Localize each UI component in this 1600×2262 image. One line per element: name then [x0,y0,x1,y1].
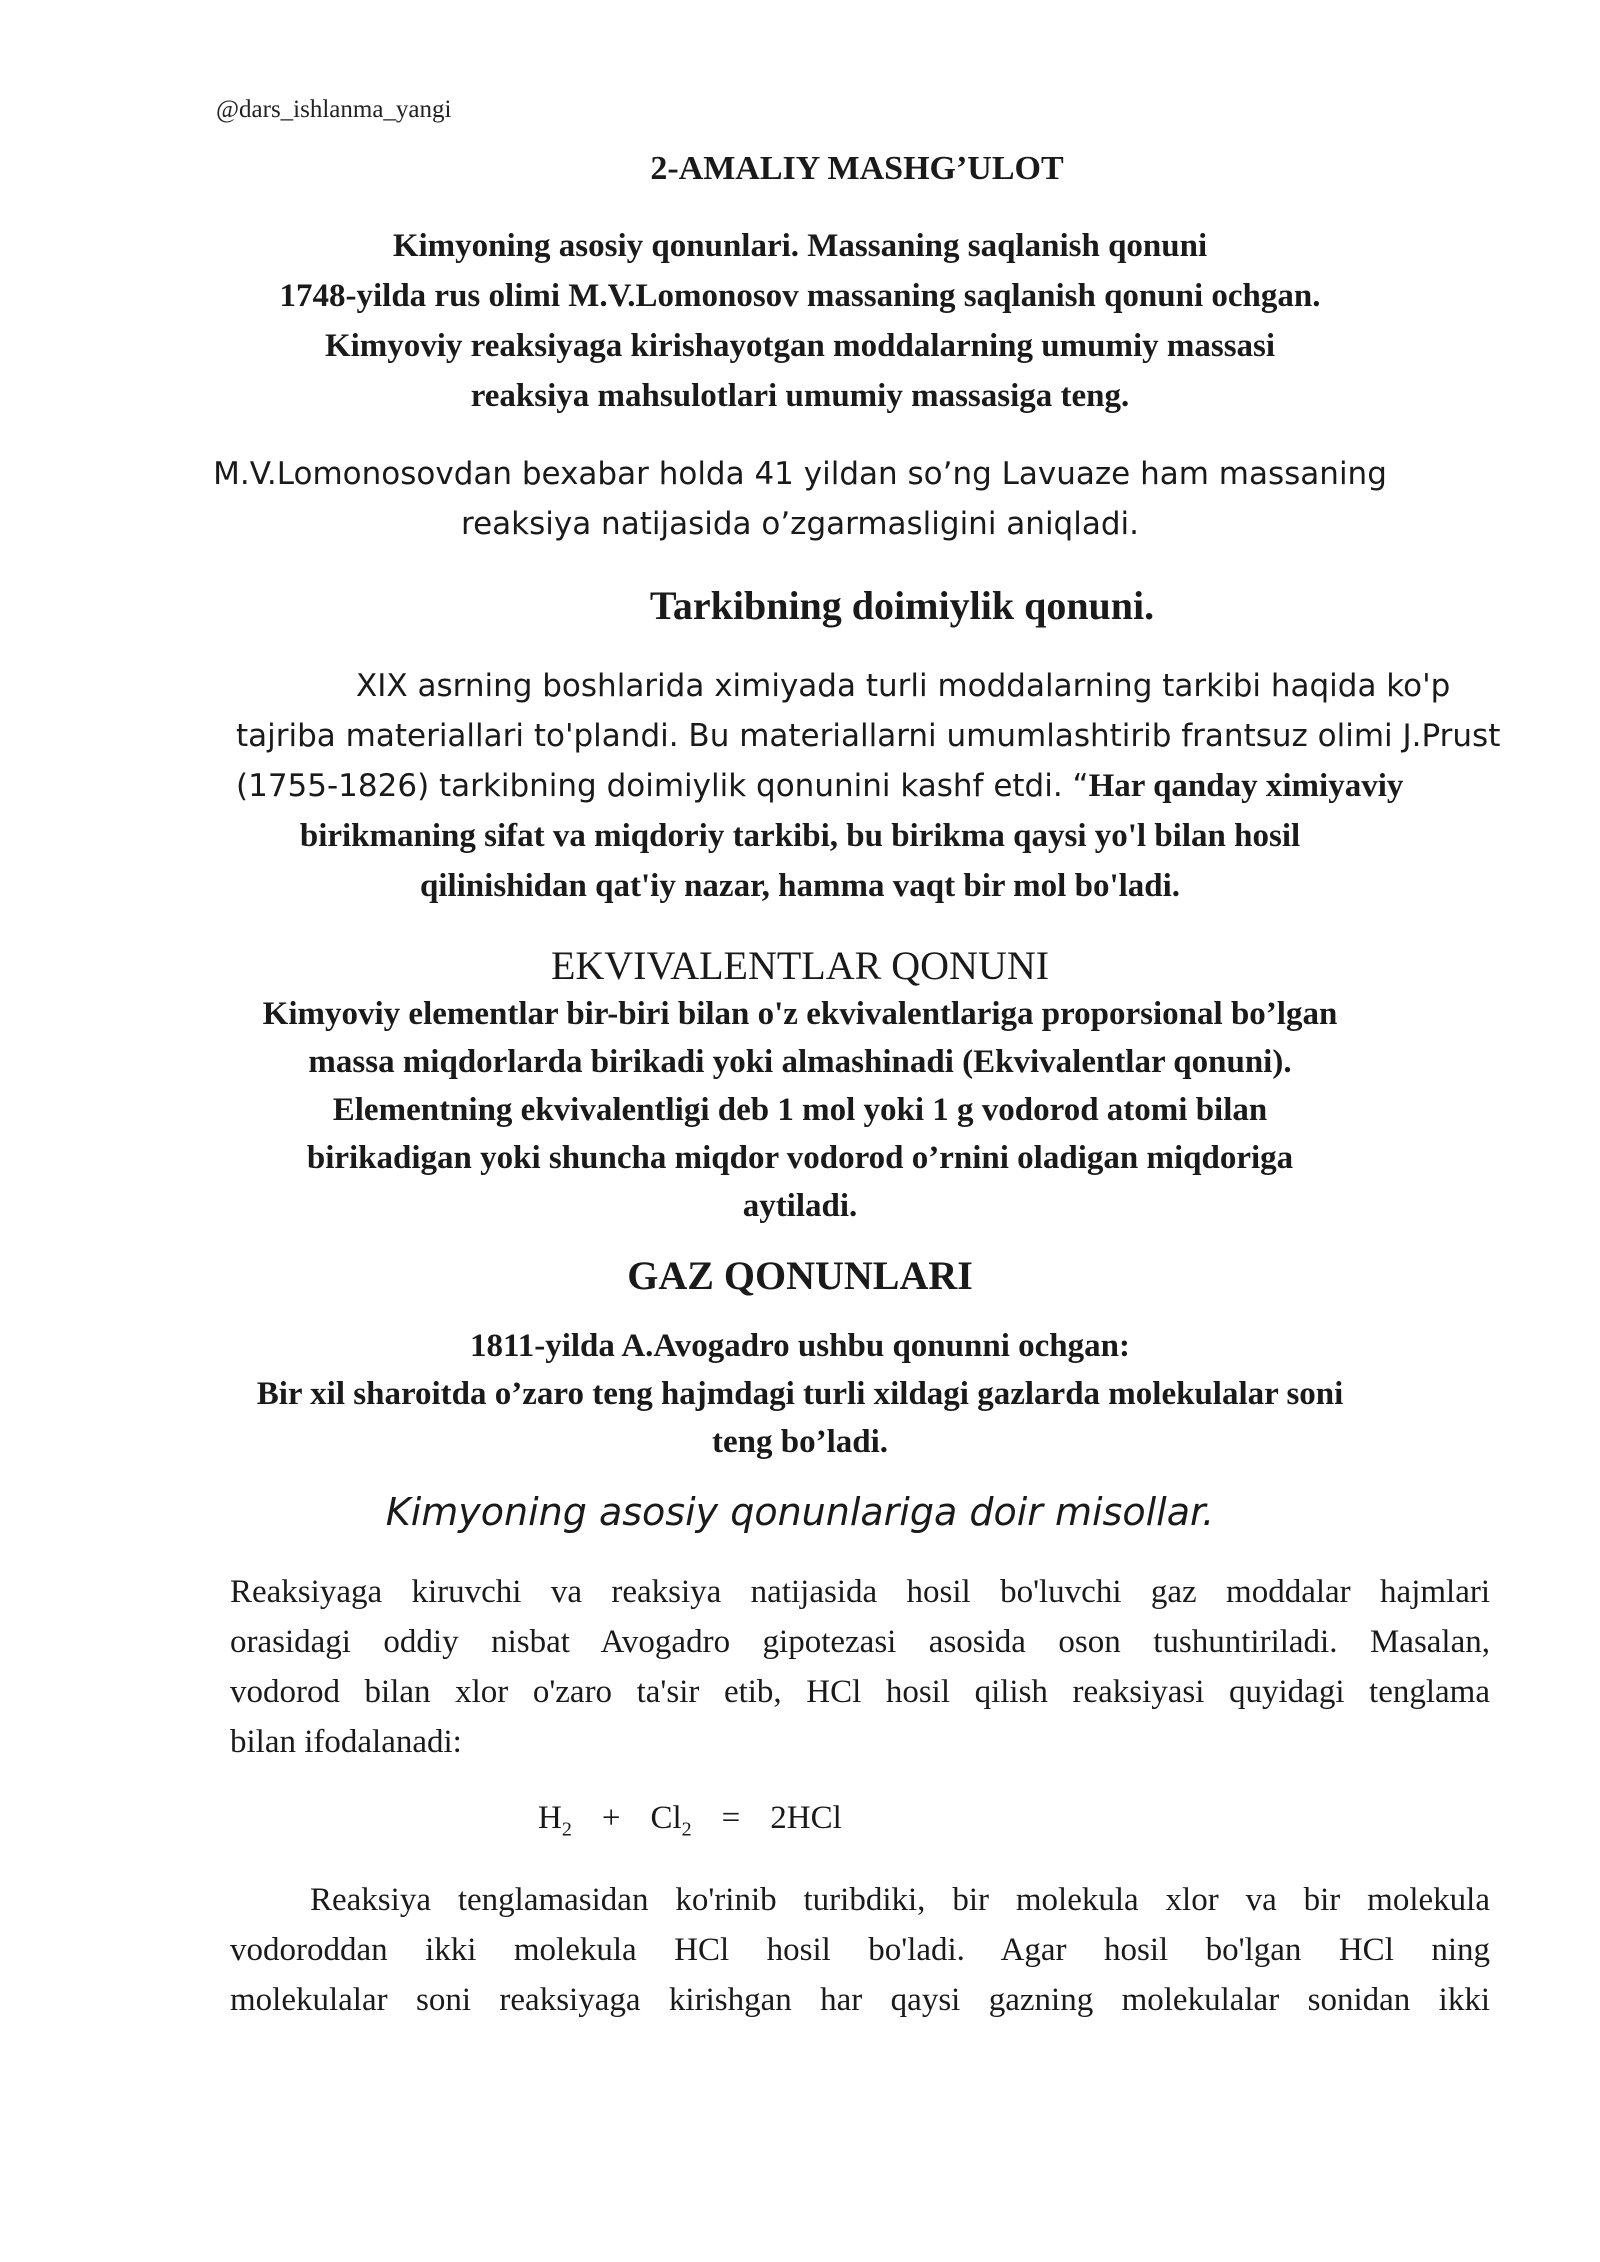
section2-heading: Tarkibning doimiylik qonuni. [649,583,1155,628]
section5-para2-line: molekulalar soni reaksiyaga kirishgan har qaysi gazning molekulalar sonidan ikki [230,1982,1490,2018]
section3-line: birikadigan yoki shuncha miqdor vodorod o’rnini oladigan miqdoriga [306,1140,1294,1176]
section5-para1-line: bilan ifodalanadi: [230,1724,462,1760]
section5-heading: Kimyoning asosiy qonunlariga doir misollar. [385,1490,1215,1534]
section5-para1-line: Reaksiyaga kiruvchi va reaksiya natijasida hosil bo'luvchi gaz moddalar hajmlari [230,1574,1490,1610]
section5-para1-line: vodorod bilan xlor o'zaro ta'sir etib, HCl hosil qilish reaksiyasi quyidagi tenglama [230,1674,1490,1710]
chemical-equation: $H_2 + Cl_2 = 2HCl$ [538,1800,842,1841]
section5-para2-line: Reaksiya tenglamasidan ko'rinib turibdiki, bir molekula xlor va bir molekula [310,1882,1490,1918]
section4-line: teng bo’ladi. [711,1424,889,1460]
section1-line: 1748-yilda rus olimi M.V.Lomonosov massaning saqlanish qonuni ochgan. [279,278,1321,314]
section4-line: 1811-yilda A.Avogadro ushbu qonunni ochgan: [470,1328,1130,1364]
section4-heading: GAZ QONUNLARI [627,1253,973,1298]
section1-heading: Kimyoning asosiy qonunlari. Massaning saqlanish qonuni [392,228,1208,264]
section1-line: reaksiya mahsulotlari umumiy massasiga teng. [470,378,1130,414]
section1-note-line: M.V.Lomonosovdan bexabar holda 41 yildan so’ng Lavuaze ham massaning [213,456,1387,492]
section3-line: Kimyoviy elementlar bir-biri bilan o'z ekvivalentlariga proporsional bo’lgan [262,996,1338,1032]
section3-line: aytiladi. [742,1188,858,1224]
section5-para2-line: vodoroddan ikki molekula HCl hosil bo'ladi. Agar hosil bo'lgan HCl ning [230,1932,1490,1968]
section5-para1-line: orasidagi oddiy nisbat Avogadro gipotezasi asosida oson tushuntiriladi. Masalan, [230,1624,1490,1660]
section2-line: (1755-1826) tarkibning doimiylik qonunini kashf etdi. “Har qanday ximiyaviy [236,768,1404,804]
section1-note-line: reaksiya natijasida o’zgarmasligini aniqladi. [461,506,1139,542]
section3-line: Elementning ekvivalentligi deb 1 mol yoki 1 g vodorod atomi bilan [332,1092,1268,1128]
page-title: 2-AMALIY MASHG’ULOT [650,150,1064,187]
section2-line: tajriba materiallari to'plandi. Bu materiallarni umumlashtirib frantsuz olimi J.Prust [236,718,1501,754]
section3-heading: EKVIVALENTLAR QONUNI [550,943,1050,988]
section3-line: massa miqdorlarda birikadi yoki almashinadi (Ekvivalentlar qonuni). [308,1044,1292,1080]
section2-line: XIX asrning boshlarida ximiyada turli moddalarning tarkibi haqida ko'p [356,668,1451,704]
watermark: @dars_ishlanma_yangi [216,96,452,123]
section4-line: Bir xil sharoitda o’zaro teng hajmdagi turli xildagi gazlarda molekulalar soni [256,1376,1344,1412]
section2-line: birikmaning sifat va miqdoriy tarkibi, bu birikma qaysi yo'l bilan hosil [299,818,1301,854]
section2-line: qilinishidan qat'iy nazar, hamma vaqt bir mol bo'ladi. [419,868,1181,904]
section1-line: Kimyoviy reaksiyaga kirishayotgan moddalarning umumiy massasi [324,328,1276,364]
